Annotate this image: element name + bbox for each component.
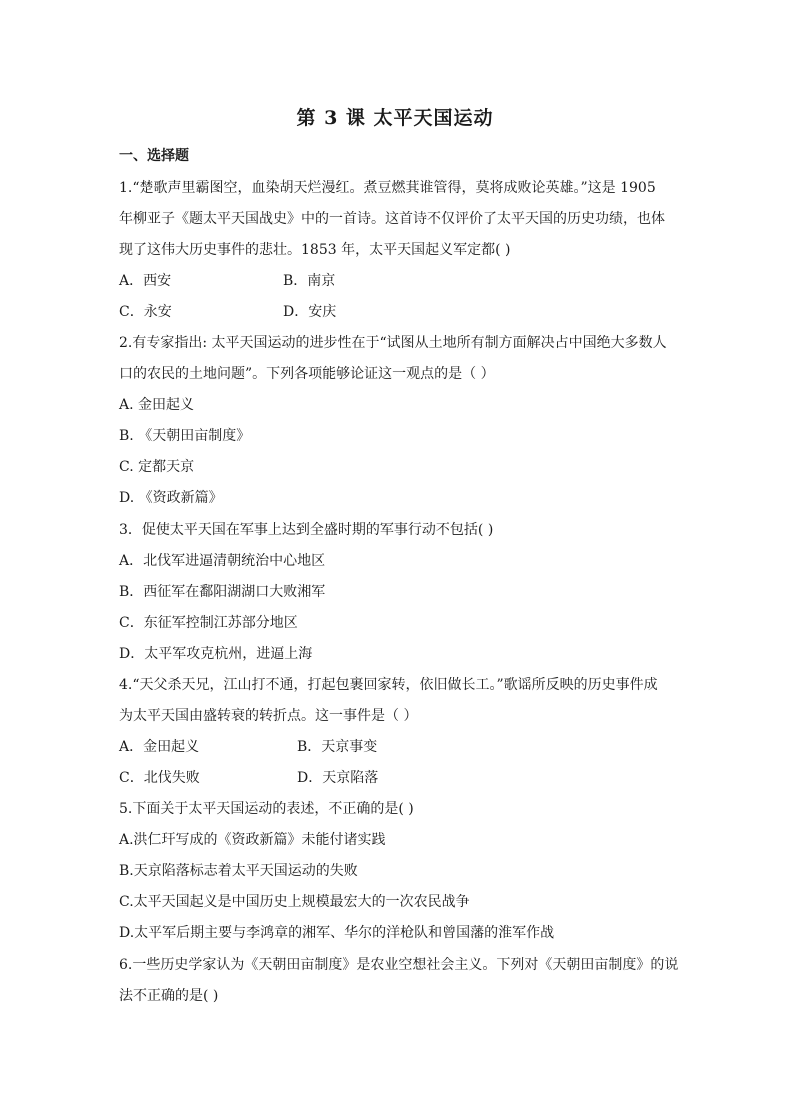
q4-line-2: 为太平天国由盛转衰的转折点。这一事件是（ ） [119, 708, 418, 724]
q5-line-1: 5.下面关于太平天国运动的表述，不正确的是( ) [119, 801, 414, 817]
q1-line-2: 年柳亚子《题太平天国战史》中的一首诗。这首诗不仅评价了太平天国的历史功绩，也体 [119, 211, 665, 227]
q6-line-2: 法不正确的是( ) [119, 988, 219, 1004]
q2-option-a: A. 金田起义 [119, 397, 195, 413]
q3-line-1: 3．促使太平天国在军事上达到全盛时期的军事行动不包括( ) [119, 522, 494, 538]
q2-option-c: C. 定都天京 [119, 459, 195, 475]
section-heading: 一、选择题 [119, 148, 189, 164]
q1-option-c: C．永安 [119, 304, 172, 320]
q6-line-1: 6.一些历史学家认为《天朝田亩制度》是农业空想社会主义。下列对《天朝田亩制度》的说 [119, 957, 679, 973]
q1-option-a: A．西安 [119, 273, 172, 289]
q1-option-b: B．南京 [283, 273, 336, 289]
q1-line-1: 1.“楚歌声里霸图空，血染胡天烂漫红。煮豆燃萁谁管得，莫将成败论英雄。”这是 1905 [119, 180, 656, 196]
q4-option-c: C．北伐失败 [119, 770, 200, 786]
q5-option-c: C.太平天国起义是中国历史上规模最宏大的一次农民战争 [119, 894, 470, 910]
q3-option-a: A．北伐军进逼清朝统治中心地区 [119, 553, 326, 569]
q2-option-d: D. 《资政新篇》 [119, 490, 223, 506]
q1-line-3: 现了这伟大历史事件的悲壮。1853 年，太平天国起义军定都( ) [119, 242, 511, 258]
q4-option-d: D．天京陷落 [297, 770, 379, 786]
q2-line-2: 口的农民的土地问题”。下列各项能够论证这一观点的是（ ） [119, 366, 495, 382]
q3-option-b: B．西征军在鄱阳湖湖口大败湘军 [119, 584, 326, 600]
q5-option-d: D.太平军后期主要与李鸿章的湘军、华尔的洋枪队和曾国藩的淮军作战 [119, 925, 555, 941]
q1-option-d: D．安庆 [283, 304, 337, 320]
q4-option-b: B．天京事变 [297, 739, 378, 755]
q2-option-b: B. 《天朝田亩制度》 [119, 428, 251, 444]
q4-option-a: A．金田起义 [119, 739, 200, 755]
q3-option-c: C．东征军控制江苏部分地区 [119, 615, 298, 631]
q5-option-a: A.洪仁玕写成的《资政新篇》未能付诸实践 [119, 832, 386, 848]
q2-line-1: 2.有专家指出: 太平天国运动的进步性在于“试图从土地所有制方面解决占中国绝大多数人 [119, 335, 667, 351]
q3-option-d: D．太平军攻克杭州，进逼上海 [119, 646, 313, 662]
q5-option-b: B.天京陷落标志着太平天国运动的失败 [119, 863, 358, 879]
q4-line-1: 4.“天父杀天兄，江山打不通，打起包裹回家转，依旧做长工。”歌谣所反映的历史事件成 [119, 677, 658, 693]
page-title: 第 3 课 太平天国运动 [296, 107, 494, 129]
